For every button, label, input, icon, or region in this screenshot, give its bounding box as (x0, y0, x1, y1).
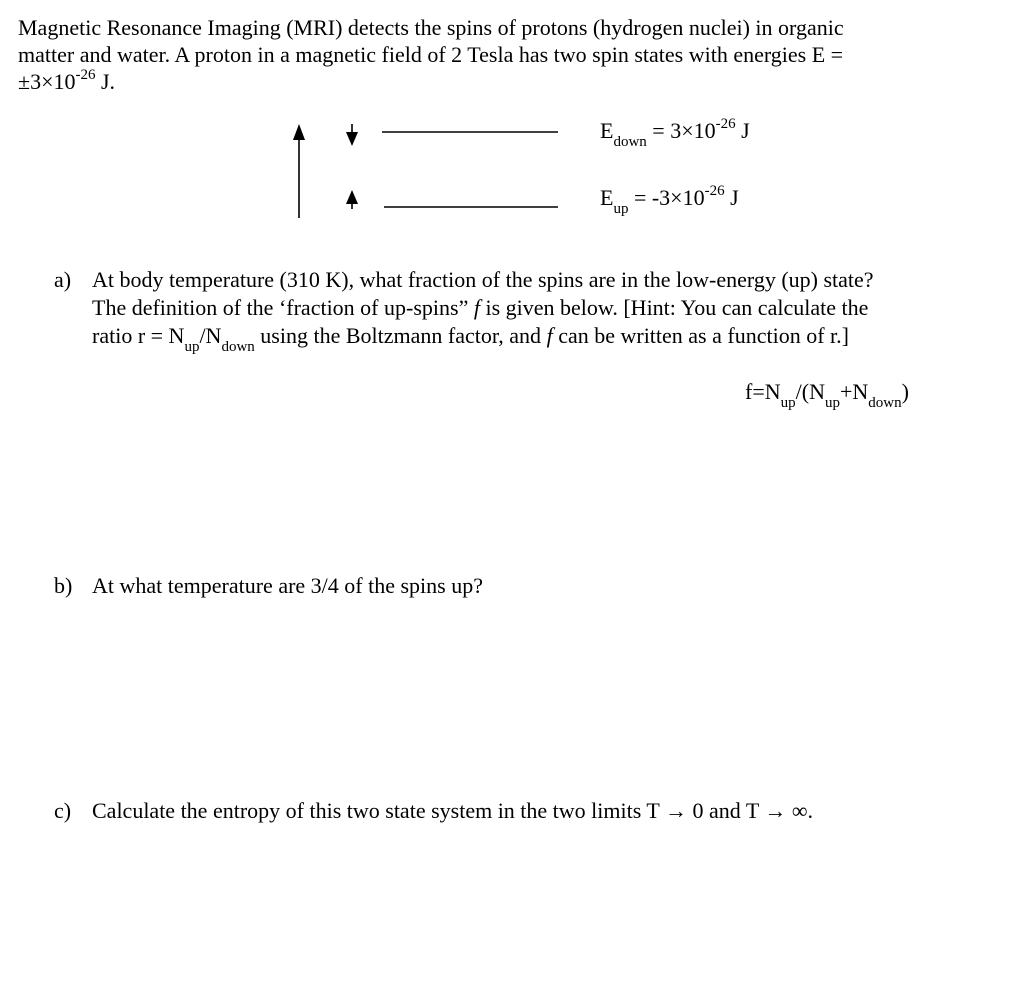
intro-line-2: matter and water. A proton in a magnetic field of 2 Tesla has two spin states with energies E = (18, 42, 844, 67)
intro-line-1: Magnetic Resonance Imaging (MRI) detects the spins of protons (hydrogen nuclei) in organic (18, 15, 844, 40)
energy-value: ±3×10 (18, 69, 76, 94)
fraction-formula: $f=N_{up}/(N_{up}+N_{down})$ (745, 379, 909, 412)
spin-down-arrow-icon (346, 124, 358, 146)
question-c-text: Calculate the entropy of this two state system in the two limits T → 0 and T → ∞. (92, 798, 814, 823)
question-a-line-2: The definition of the ‘fraction of up-spins” f is given below. [Hint: You can calculate the (92, 295, 869, 320)
question-a-label: a) (54, 267, 72, 292)
edown-label: $E_{down} = 3\times 10^{-26}$ J (600, 115, 750, 151)
spin-up-arrow-icon (346, 190, 358, 209)
question-c-label: c) (54, 798, 72, 823)
energy-exponent: -26 (75, 66, 96, 83)
question-a-text (92, 266, 992, 356)
question-b-text: At what temperature are 3/4 of the spins up? (92, 573, 483, 598)
question-a-line-1: At body temperature (310 K), what fraction of the spins are in the low-energy (up) state? (92, 267, 874, 292)
question-b-label: b) (54, 573, 73, 598)
eup-label: $E_{up} = -3\times 10^{-26}$ J (600, 182, 739, 218)
energy-unit: J. (95, 69, 116, 94)
question-a-line-3: ratio $r = N_{up}/N_{down}$ using the Boltzmann factor, and f can be written as a function of r.] (92, 323, 849, 356)
energy-axis-arrow (293, 124, 305, 218)
